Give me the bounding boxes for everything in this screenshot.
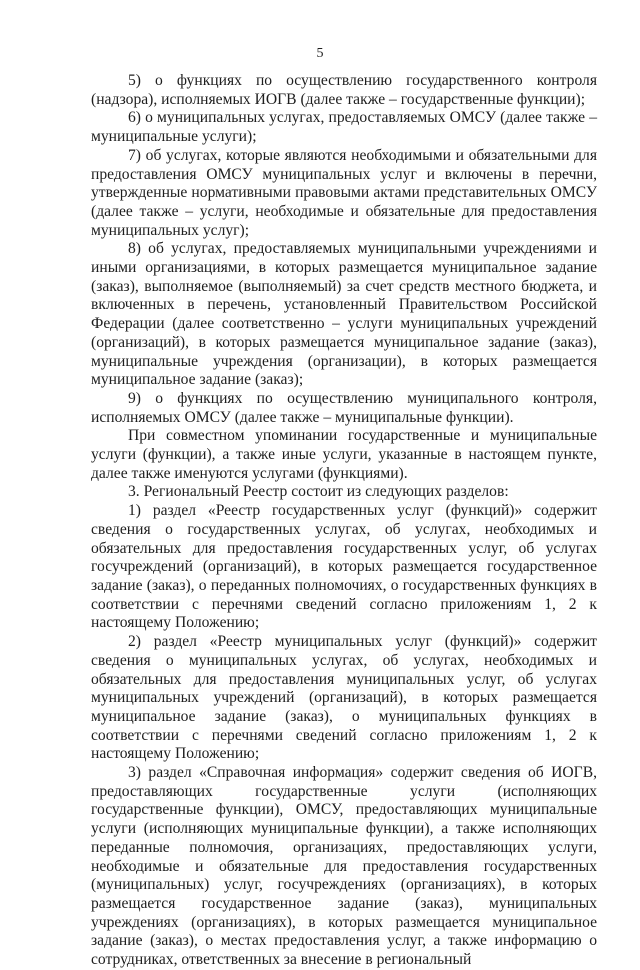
paragraph-joint-mention: При совместном упоминании государственные и муниципальные услуги (функции), а также иные услуги, указанные в настоящем пункте, далее также именуются услугами (функциями). [91,427,597,482]
paragraph-item-6-municipal-services: 6) о муниципальных услугах, предоставляемых ОМСУ (далее также – муниципальные услуги); [91,109,597,146]
paragraph-section-registry-municipal: 2) раздел «Реестр муниципальных услуг (функций)» содержит сведения о муниципальных услугах, об услугах, необходимых и обязательных для предоставления муниципальных услуг, об услугах муниципальных учреждений (организаций), в которых размещается муниципальное задание (заказ), о муниципальных функциях в соответствии с перечнями сведений согласно приложениям 1, 2 к настоящему Положению; [91,633,597,763]
paragraph-item-7-required-services: 7) об услугах, которые являются необходимыми и обязательными для предоставления ОМСУ муниципальных услуг и включены в перечни, утвержденные нормативными правовыми актами представительных ОМСУ (далее также – услуги, необходимые и обязательные для предоставления муниципальных услуг); [91,146,597,239]
paragraph-section-reference-info: 3) раздел «Справочная информация» содержит сведения об ИОГВ, предоставляющих государственные услуги (исполняющих государственные функции), ОМСУ, предоставляющих муниципальные услуги (исполняющих муниципальные функции), а также исполняющих переданные полномочия, организациях, предоставляющих услуги, необходимые и обязательные для предоставления государственных (муниципальных) услуг, госучреждениях (организациях), в которых размещается государственное задание (заказ), муниципальных учреждениях (организациях), в которых размещается муниципальное задание (заказ), о местах предоставления услуг, а также информацию о сотрудниках, ответственных за внесение в региональный [91,764,597,969]
paragraph-item-8-municipal-institutions: 8) об услугах, предоставляемых муниципальными учреждениями и иными организациями, в которых размещается муниципальное задание (заказ), выполняемое (выполняемый) за счет средств местного бюджета, и включенных в перечень, установленный Правительством Российской Федерации (далее соответственно – услуги муниципальных учреждений (организаций), в которых размещается муниципальное задание (заказ), муниципальные учреждения (организации), в которых размещается муниципальное задание (заказ); [91,240,597,389]
paragraph-section-registry-state: 1) раздел «Реестр государственных услуг (функций)» содержит сведения о государственных услугах, об услугах, необходимых и обязательных для предоставления государственных услуг, об услугах госучреждений (организаций), в которых размещается государственное задание (заказ), о переданных полномочиях, о государственных функциях в соответствии с перечнями сведений согласно приложениям 1, 2 к настоящему Положению; [91,502,597,632]
body-text [91,72,597,970]
page-number: 5 [316,46,324,61]
paragraph-item-9-municipal-control: 9) о функциях по осуществлению муниципального контроля, исполняемых ОМСУ (далее также – муниципальные функции). [91,389,597,426]
paragraph-item-5-gov-control: 5) о функциях по осуществлению государственного контроля (надзора), исполняемых ИОГВ (далее также – государственные функции); [91,72,597,108]
paragraph-section-3-heading: 3. Региональный Реестр состоит из следующих разделов: [128,483,509,501]
